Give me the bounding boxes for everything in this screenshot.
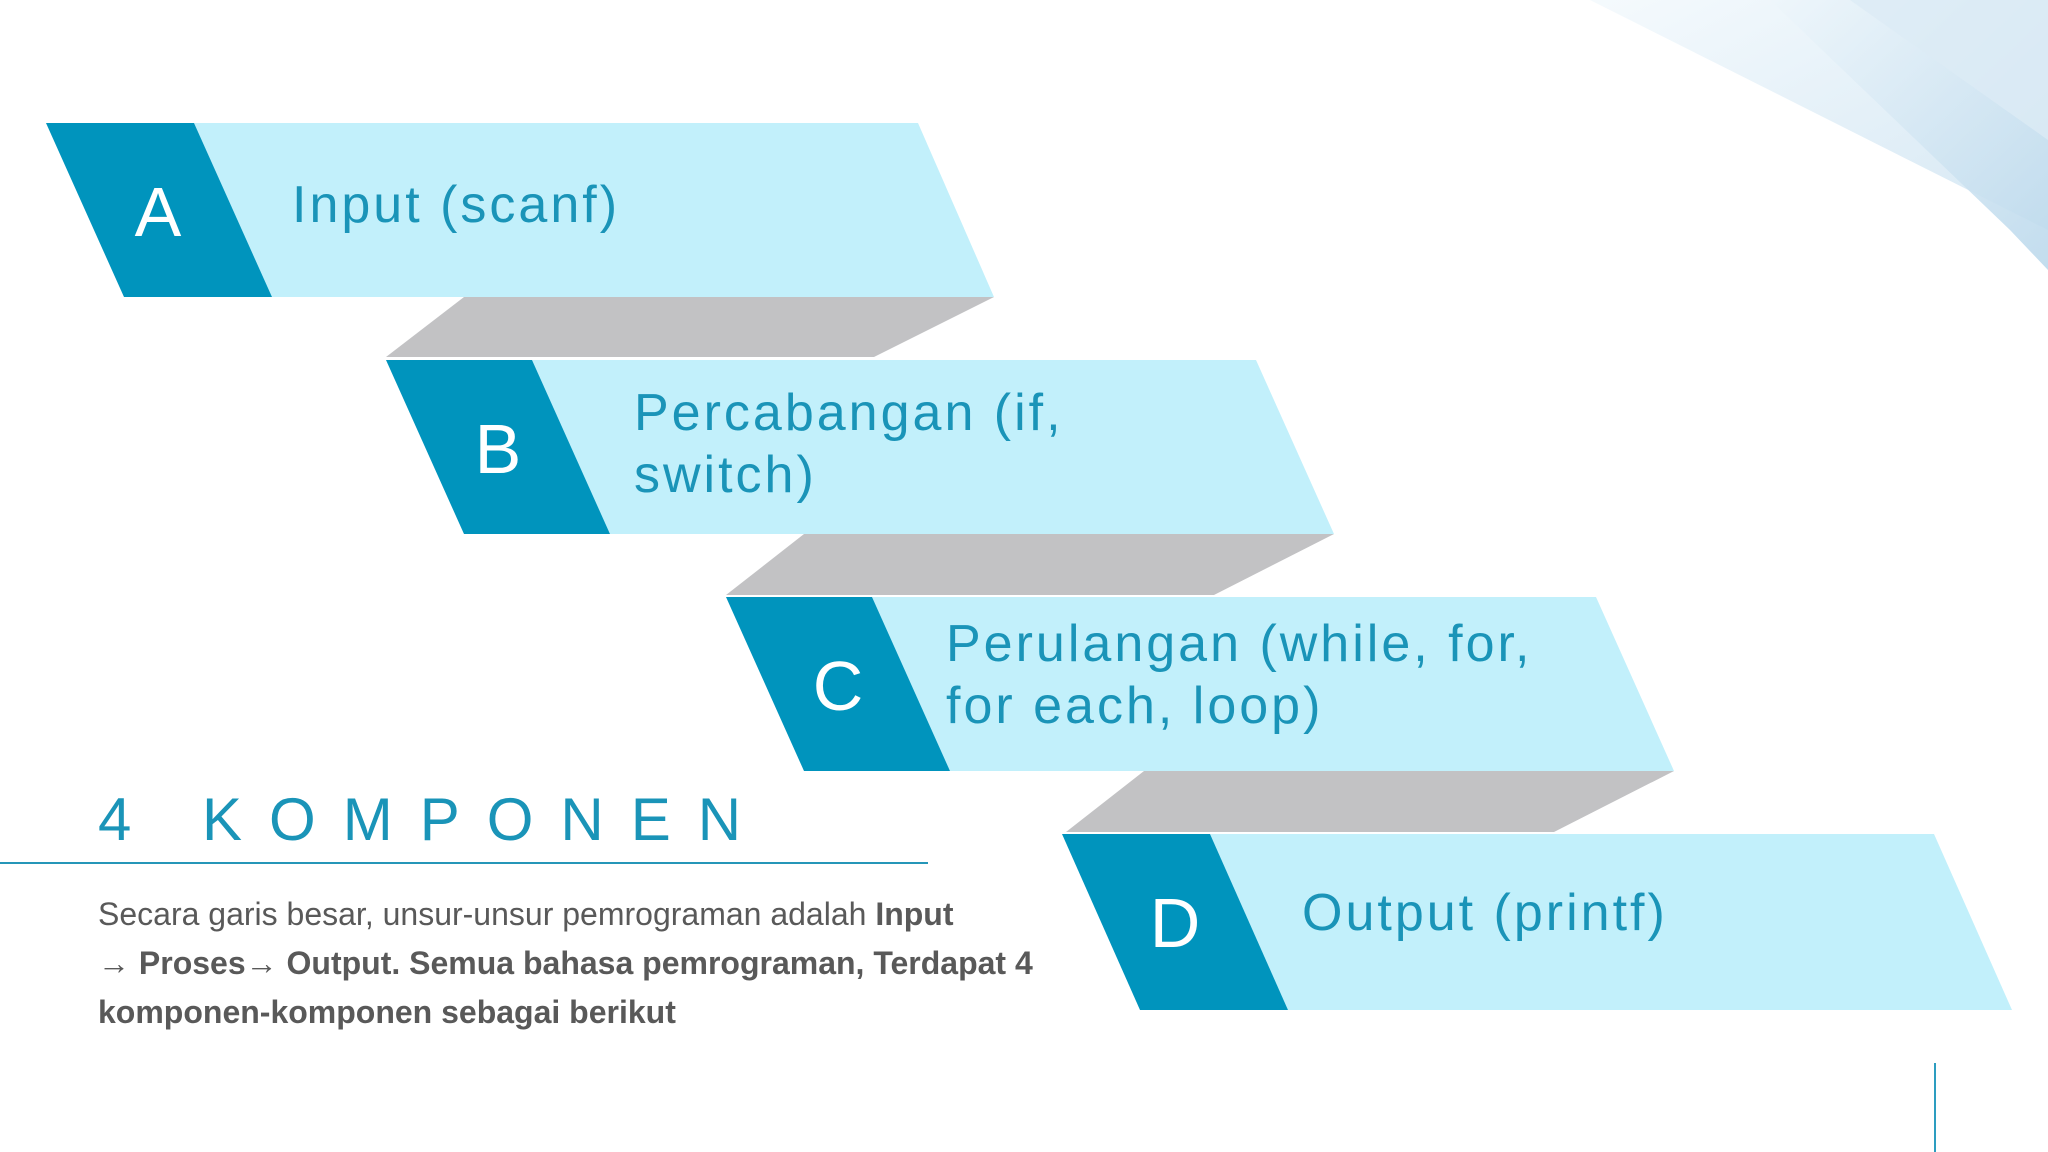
description-intro: Secara garis besar, unsur-unsur pemrograman adalah (98, 896, 876, 932)
description-text (98, 890, 1058, 1037)
section-title: 4 KOMPONEN (98, 786, 769, 853)
step-letter-a: A (134, 173, 182, 251)
description-rest: Output. Semua bahasa pemrograman, Terdapat 4 komponen-komponen sebagai berikut (98, 945, 1051, 1030)
corner-decoration (1590, 0, 2048, 270)
description-input: Input (875, 896, 954, 932)
step-label-output: Output (printf) (1302, 884, 1668, 942)
step-letter-b: B (474, 410, 522, 488)
arrow-icon: → (245, 945, 278, 981)
description-proses: Proses (130, 945, 246, 981)
title-underline (0, 862, 928, 864)
corner-accent-line (1934, 1063, 1936, 1152)
step-label-percabangan: Percabangan (if, switch) (634, 384, 1064, 504)
step-label-perulangan: Perulangan (while, for, for each, loop) (946, 615, 1533, 735)
step-letter-c: C (812, 647, 864, 725)
step-label-input: Input (scanf) (292, 176, 621, 234)
arrow-icon: → (98, 945, 130, 981)
step-letter-d: D (1149, 884, 1201, 962)
